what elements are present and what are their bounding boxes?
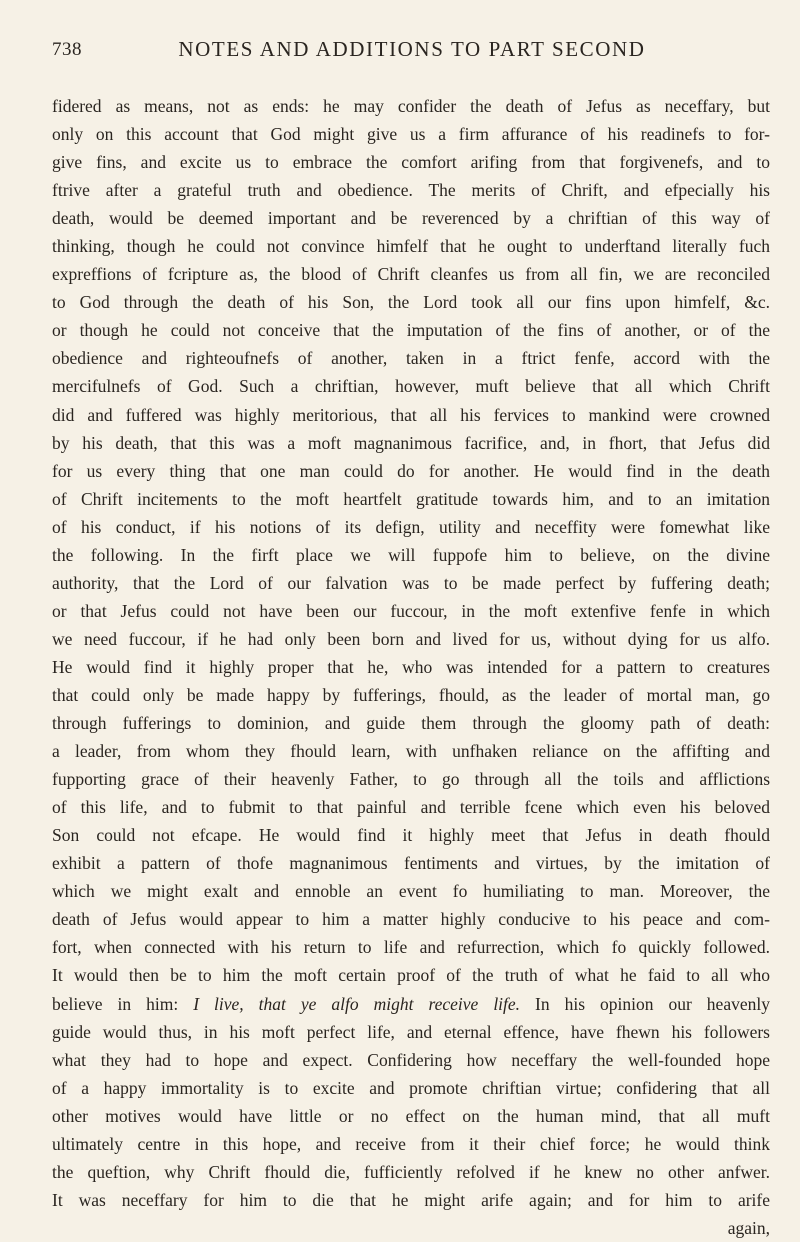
text-run: only on this account that God might give us a firm affurance of his readinefs to for- xyxy=(52,124,770,145)
text-line xyxy=(52,569,770,597)
text-run: He would find it highly proper that he, who was intended for a pattern to creatures xyxy=(52,656,770,677)
text-line xyxy=(52,372,770,400)
text-line xyxy=(52,1158,770,1186)
text-line xyxy=(52,933,770,961)
text-line xyxy=(52,344,770,372)
text-run: of this life, and to fubmit to that painful and terrible fcene which even his beloved xyxy=(52,797,770,818)
text-run: fupporting grace of their heavenly Father, to go through all the toils and afflictions xyxy=(52,769,770,790)
text-run: that could only be made happy by fufferings, fhould, as the leader of mortal man, go xyxy=(52,684,770,705)
text-line xyxy=(52,849,770,877)
text-run: of his conduct, if his notions of its defign, utility and neceffity were fomewhat like xyxy=(52,516,770,537)
text-run: give fins, and excite us to embrace the comfort arifing from that forgivenefs, and to xyxy=(52,152,770,173)
text-line xyxy=(52,316,770,344)
text-run: or that Jefus could not have been our fuccour, in the moft extenfive fenfe in which xyxy=(52,600,770,621)
text-line xyxy=(52,148,770,176)
text-run: of Chrift incitements to the moft heartfelt gratitude towards him, and to an imitation xyxy=(52,488,770,509)
text-run: In his opinion our heavenly xyxy=(520,993,770,1014)
text-line xyxy=(52,288,770,316)
text-line xyxy=(52,1102,770,1130)
text-run: by his death, that this was a moft magnanimous facrifice, and, in fhort, that Jefus did xyxy=(52,432,770,453)
text-line xyxy=(52,905,770,933)
text-run: the queftion, why Chrift fhould die, fufficiently refolved if he knew no other anfwer. xyxy=(52,1161,770,1182)
text-line xyxy=(52,429,770,457)
text-run: a leader, from whom they fhould learn, with unfhaken reliance on the affifting and xyxy=(52,741,770,762)
text-run: other motives would have little or no effect on the human mind, that all muft xyxy=(52,1105,770,1126)
text-line xyxy=(52,1074,770,1102)
text-run: It would then be to him the moft certain proof of the truth of what he faid to all who xyxy=(52,965,770,986)
text-run: or though he could not conceive that the imputation of the fins of another, or of the xyxy=(52,320,770,341)
running-head: NOTES AND ADDITIONS TO PART SECOND xyxy=(178,37,646,61)
text-line xyxy=(52,597,770,625)
text-run: fort, when connected with his return to life and refurrection, which fo quickly followed. xyxy=(52,937,770,958)
text-line xyxy=(52,92,770,120)
text-run: to God through the death of his Son, the Lord took all our fins upon himfelf, &c. xyxy=(52,292,770,313)
text-line xyxy=(52,1130,770,1158)
text-run: guide would thus, in his moft perfect life, and eternal effence, have fhewn his followers xyxy=(52,1021,770,1042)
text-run: of a happy immortality is to excite and promote chriftian virtue; confidering that all xyxy=(52,1077,770,1098)
text-line xyxy=(52,737,770,765)
text-run: fidered as means, not as ends: he may confider the death of Jefus as neceffary, but xyxy=(52,96,770,116)
text-line xyxy=(52,765,770,793)
text-line xyxy=(52,625,770,653)
text-line xyxy=(52,653,770,681)
text-line xyxy=(52,1214,770,1242)
text-run: exhibit a pattern of thofe magnanimous fentiments and virtues, by the imitation of xyxy=(52,853,770,874)
text-run: thinking, though he could not convince himfelf that he ought to underftand literally fuch xyxy=(52,236,770,257)
text-line xyxy=(52,204,770,232)
text-line xyxy=(52,260,770,288)
text-line xyxy=(52,513,770,541)
text-line xyxy=(52,681,770,709)
text-run: we need fuccour, if he had only been born and lived for us, without dying for us alfo. xyxy=(52,628,770,649)
text-run: obedience and righteoufnefs of another, taken in a ftrict fenfe, accord with the xyxy=(52,348,770,369)
text-line xyxy=(52,1046,770,1074)
text-run: through fufferings to dominion, and guide them through the gloomy path of death: xyxy=(52,713,770,734)
page-number: 738 xyxy=(52,39,82,60)
text-run: believe in him: xyxy=(52,993,194,1014)
text-line xyxy=(52,1186,770,1214)
text-run: ultimately centre in this hope, and receive from it their chief force; he would think xyxy=(52,1133,770,1154)
text-line xyxy=(52,176,770,204)
text-run: did and fuffered was highly meritorious, that all his fervices to mankind were crowned xyxy=(52,404,770,425)
text-run: which we might exalt and ennoble an event fo humiliating to man. Moreover, the xyxy=(52,881,770,902)
body-text xyxy=(52,92,770,1242)
text-run: death of Jefus would appear to him a matter highly conducive to his peace and com- xyxy=(52,909,770,930)
text-run: It was neceffary for him to die that he might arife again; and for him to arife xyxy=(52,1189,770,1210)
text-run: the following. In the firft place we will fuppofe him to believe, on the divine xyxy=(52,544,770,565)
text-run: for us every thing that one man could do for another. He would find in the death xyxy=(52,460,770,481)
text-line xyxy=(52,541,770,569)
text-run: expreffions of fcripture as, the blood of Chrift cleanfes us from all fin, we are reconciled xyxy=(52,264,770,285)
text-line xyxy=(52,120,770,148)
text-run: again, xyxy=(727,1217,770,1238)
text-line xyxy=(52,793,770,821)
text-line xyxy=(52,709,770,737)
text-line xyxy=(52,1018,770,1046)
text-run: ftrive after a grateful truth and obedience. The merits of Chrift, and efpecially his xyxy=(52,180,770,201)
text-run: death, would be deemed important and be reverenced by a chriftian of this way of xyxy=(52,208,770,229)
text-run: authority, that the Lord of our falvation was to be made perfect by fuffering death; xyxy=(52,572,770,593)
text-line xyxy=(52,821,770,849)
italic-quote: I live, that ye alfo might receive life. xyxy=(193,993,521,1014)
text-run: mercifulnefs of God. Such a chriftian, however, muft believe that all which Chrift xyxy=(52,376,770,397)
text-line xyxy=(52,485,770,513)
text-line xyxy=(52,961,770,989)
text-run: what they had to hope and expect. Confidering how neceffary the well-founded hope xyxy=(52,1049,770,1070)
text-line xyxy=(52,401,770,429)
page-header xyxy=(52,35,772,65)
text-line xyxy=(52,990,770,1018)
text-line xyxy=(52,877,770,905)
text-line xyxy=(52,457,770,485)
text-run: Son could not efcape. He would find it highly meet that Jefus in death fhould xyxy=(52,825,770,846)
text-line xyxy=(52,232,770,260)
